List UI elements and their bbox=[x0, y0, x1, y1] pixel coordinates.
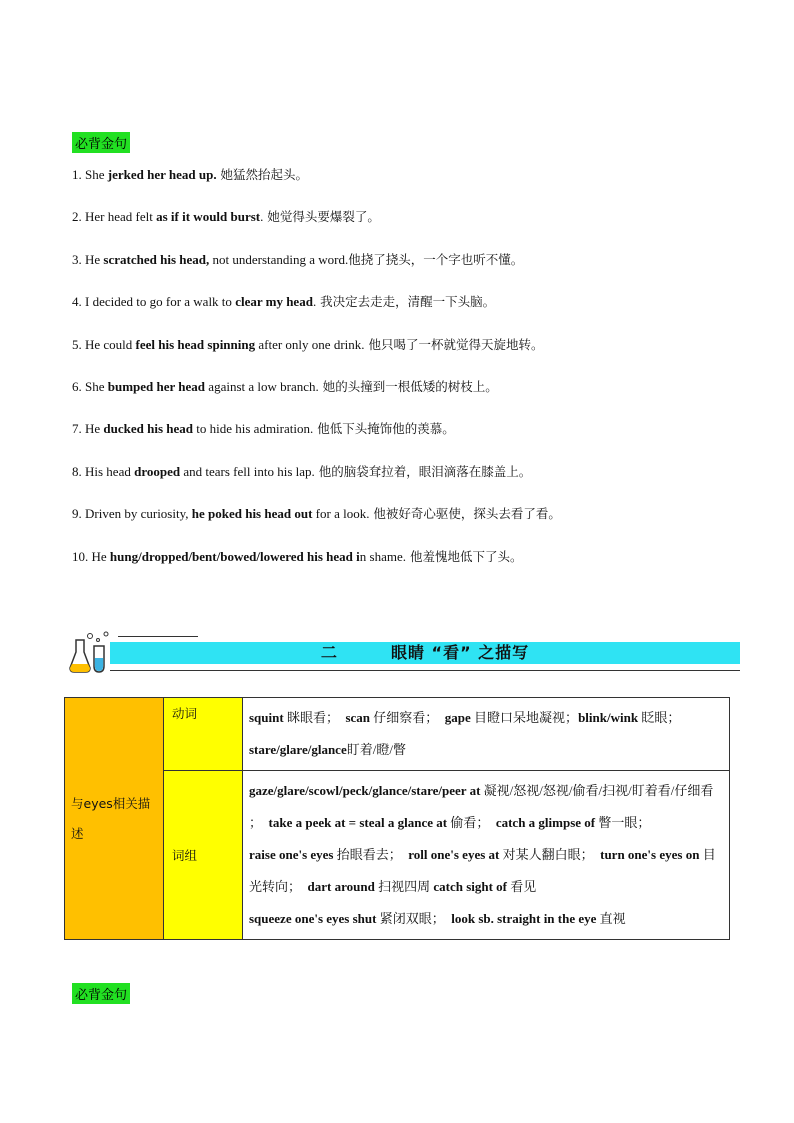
banner-heading: 眼睛 “看” 之描写 bbox=[390, 643, 530, 662]
sentence-zh: 她猛然抬起头。 bbox=[216, 167, 309, 182]
sentence-number: 7. bbox=[72, 421, 85, 437]
verb-content bbox=[243, 698, 730, 771]
sentence-post: after only one drink. bbox=[255, 336, 365, 352]
sentence-bold: drooped bbox=[134, 463, 181, 479]
sentence-zh: 他的脑袋耷拉着，眼泪滴落在膝盖上。 bbox=[314, 463, 532, 479]
table-line: gaze/glare/scowl/peck/glance/stare/peer at 凝视/怒视/怒视/偷看/扫视/盯着看/仔细看 ； take a peek at = steal a glance at 偷看； catch a glimpse of 瞥一眼； bbox=[249, 783, 714, 830]
sentence-pre: I decided to go for a walk to bbox=[85, 294, 236, 310]
section-tag-must-memorize: 必背金句 bbox=[72, 983, 130, 1004]
table-row bbox=[65, 698, 730, 771]
verb-label: 动词 bbox=[164, 698, 243, 771]
sentence-bold: he poked his head out bbox=[191, 506, 313, 522]
sentence-pre: He bbox=[85, 421, 104, 437]
table-row bbox=[65, 771, 730, 940]
sentence-number: 8. bbox=[72, 463, 85, 479]
sentence-number: 4. bbox=[72, 294, 85, 310]
sentence-number: 6. bbox=[72, 378, 85, 394]
sentence-post: for a look. bbox=[312, 506, 370, 522]
sentence-pre: He could bbox=[85, 336, 136, 352]
sentence-number: 10. bbox=[72, 548, 92, 564]
sentence-item bbox=[72, 250, 752, 292]
sentence-zh: 他低下头掩饰他的羡慕。 bbox=[313, 421, 455, 437]
sentence-pre: His head bbox=[85, 463, 135, 479]
sentence-bold: as if it would burst bbox=[156, 209, 261, 225]
sentence-bold: clear my head bbox=[235, 294, 313, 310]
sentence-post: and tears fell into his lap. bbox=[180, 463, 315, 479]
sentence-pre: Driven by curiosity, bbox=[85, 506, 192, 522]
sentence-zh: 她的头撞到一根低矮的树枝上。 bbox=[318, 378, 498, 394]
section-banner bbox=[68, 630, 740, 676]
vocab-table bbox=[64, 697, 730, 940]
sentence-item bbox=[72, 292, 752, 334]
sentence-zh: 他只喝了一杯就觉得天旋地转。 bbox=[364, 336, 544, 352]
table-line: raise one's eyes 抬眼看去； roll one's eyes at 对某人翻白眼； turn one's eyes on 目光转向； dart around 扫视四周 catch sight of 看见 bbox=[249, 847, 716, 894]
sentence-list bbox=[72, 165, 752, 589]
sentence-item bbox=[72, 207, 752, 249]
sentence-item bbox=[72, 165, 752, 207]
banner-number: 二 bbox=[320, 643, 338, 662]
sentence-number: 9. bbox=[72, 506, 85, 522]
sentence-bold: scratched his head, bbox=[103, 251, 210, 267]
sentence-post: . bbox=[260, 209, 264, 225]
table-line: squint 眯眼看； scan 仔细察看； gape 目瞪口呆地凝视；blink/wink 眨眼； bbox=[249, 710, 681, 725]
sentence-number: 5. bbox=[72, 336, 85, 352]
sentence-zh: 他羞愧地低下了头。 bbox=[405, 548, 523, 564]
table-line: squeeze one's eyes shut 紧闭双眼； look sb. straight in the eye 直视 bbox=[249, 911, 626, 926]
sentence-post: . bbox=[312, 294, 317, 310]
banner-underline bbox=[110, 670, 740, 671]
sentence-item bbox=[72, 335, 752, 377]
phrase-content bbox=[243, 771, 730, 940]
sentence-item bbox=[72, 547, 752, 589]
category-cell: 与eyes相关描述 bbox=[65, 698, 164, 940]
flask-icon bbox=[68, 630, 112, 674]
sentence-number: 3. bbox=[72, 251, 85, 267]
sentence-item bbox=[72, 419, 752, 461]
sentence-pre: She bbox=[85, 167, 108, 182]
sentence-zh: 他挠了挠头，一个字也听不懂。 bbox=[348, 251, 524, 267]
sentence-bold: jerked her head up. bbox=[107, 167, 217, 182]
sentence-pre: He bbox=[85, 251, 104, 267]
sentence-bold: feel his head spinning bbox=[135, 336, 256, 352]
sentence-pre: He bbox=[91, 548, 110, 564]
sentence-bold: hung/dropped/bent/bowed/lowered his head i bbox=[109, 548, 360, 564]
sentence-post: n shame. bbox=[359, 548, 406, 564]
banner-title bbox=[110, 642, 740, 664]
sentence-zh: 我决定去走走，清醒一下头脑。 bbox=[316, 294, 496, 310]
sentence-zh: 她觉得头要爆裂了。 bbox=[263, 209, 380, 225]
sentence-post: to hide his admiration. bbox=[193, 421, 314, 437]
sentence-item bbox=[72, 377, 752, 419]
sentence-item bbox=[72, 462, 752, 504]
sentence-number: 1. bbox=[72, 167, 85, 182]
sentence-pre: She bbox=[85, 378, 108, 394]
sentence-bold: bumped her head bbox=[107, 378, 206, 394]
banner-top-rule bbox=[118, 636, 198, 637]
sentence-post: not understanding a word. bbox=[209, 251, 349, 267]
section-tag-must-memorize: 必背金句 bbox=[72, 132, 130, 153]
sentence-pre: Her head felt bbox=[85, 209, 157, 225]
table-line: stare/glare/glance盯着/瞪/瞥 bbox=[249, 742, 406, 757]
sentence-post: against a low branch. bbox=[205, 378, 319, 394]
sentence-zh: 他被好奇心驱使，探头去看了看。 bbox=[369, 506, 561, 522]
sentence-item bbox=[72, 504, 752, 546]
phrase-label: 词组 bbox=[164, 771, 243, 940]
sentence-number: 2. bbox=[72, 209, 85, 225]
sentence-bold: ducked his head bbox=[103, 421, 194, 437]
